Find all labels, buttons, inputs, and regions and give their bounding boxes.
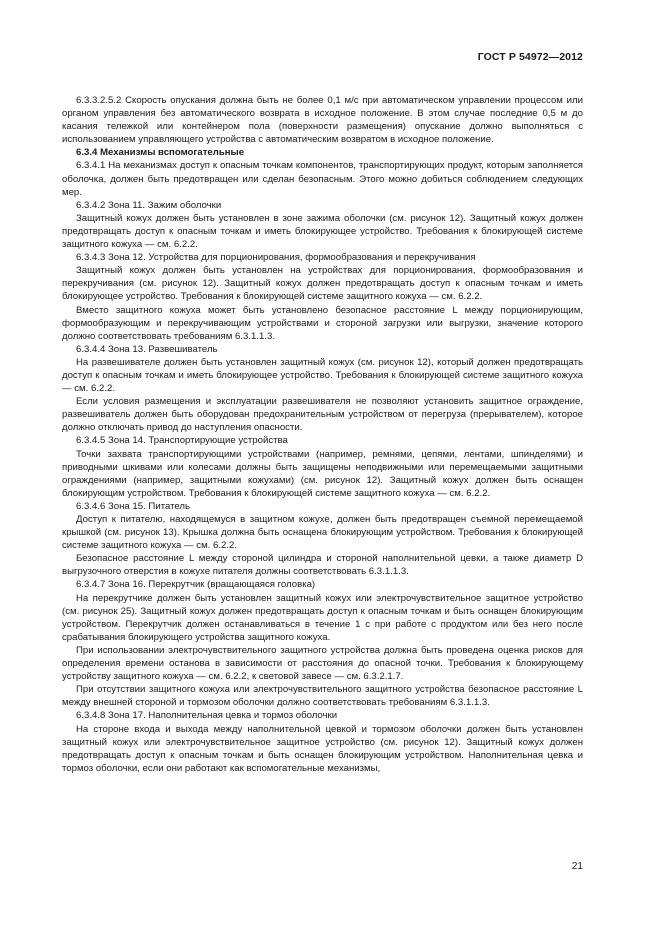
paragraph: На перекрутчике должен быть установлен защитный кожух или электрочувствительное защитное устройство (см. рисунок 25). Защитный кожух должен предотвращать доступ к опасным точкам и быть оснащен блокирующим устройством. Перекрутчик должен останавливаться в течение 1 с при работе с продуктом или без него после срабатывания блокирующего устройства защитного кожуха. bbox=[62, 592, 583, 643]
paragraph: При отсутствии защитного кожуха или электрочувствительного защитного устройства безопасное расстояние L между внешней стороной и тормозом оболочки должно соответствовать требованиям 6.3.1.1.3. bbox=[62, 684, 583, 709]
subsection-heading: 6.3.4.2 Зона 11. Зажим оболочки bbox=[76, 199, 222, 211]
paragraph: 6.3.3.2.5.2 Скорость опускания должна быть не более 0,1 м/с при автоматическом управлении процессом или органом управления без автоматического возврата в исходное положение. В этом случае последние 0,5 м до касания тележкой или контейнером пола (поверхности размещения) опускание должно выполняться с использованием управляющего устройства с автоматическим возвратом в исходное положение. bbox=[62, 95, 583, 146]
paragraph: На развешивателе должен быть установлен защитный кожух (см. рисунок 12), который должен предотвращать доступ к опасным точкам и иметь блокирующее устройство. Требования к блокирующей системе защитного кожуха — см. 6.2.2. bbox=[62, 356, 583, 395]
subsection-heading: 6.3.4.6 Зона 15. Питатель bbox=[76, 500, 191, 512]
paragraph: Защитный кожух должен быть установлен в зоне зажима оболочки (см. рисунок 12). Защитный кожух должен предотвращать доступ к опасным точкам и иметь блокирующее устройство. Требования к блокирующей системе защитного кожуха — см. 6.2.2. bbox=[62, 212, 583, 251]
paragraph: Вместо защитного кожуха может быть установлено безопасное расстояние L между порционирующим, формообразующим и перекручивающим устройствами и стороной загрузки или выгрузки, значение которого должно соответствовать требованиям 6.3.1.1.3. bbox=[62, 304, 583, 342]
subsection-heading: 6.3.4.4 Зона 13. Развешиватель bbox=[76, 343, 218, 355]
paragraph: Точки захвата транспортирующими устройствами (например, ремнями, цепями, лентами, шпинделями) и приводными шкивами или колесами должны быть защищены неподвижными или перемещаемыми защитными ограждениями (например, защитными кожухами) (см. рисунок 12). Защитный кожух должен быть оснащен блокирующим устройством. Требования к блокирующей системе защитного кожуха — см. 6.2.2. bbox=[62, 448, 583, 499]
body-text bbox=[62, 94, 583, 775]
document-header: ГОСТ Р 54972—2012 bbox=[477, 51, 583, 63]
paragraph: Если условия размещения и эксплуатации развешивателя не позволяют установить защитное ограждение, развешиватель должен быть оборудован предохранительным устройством от перегруза (прерывателем), которое должно отключать привод до наступления опасности. bbox=[62, 396, 583, 434]
subsection-heading: 6.3.4.7 Зона 16. Перекрутчик (вращающаяся головка) bbox=[76, 579, 316, 591]
paragraph: Доступ к питателю, находящемуся в защитном кожухе, должен быть предотвращен съемной перемещаемой крышкой (см. рисунок 13). Крышка должна быть оснащена блокирующим устройством. Требования к блокирующей системе защитного кожуха — см. 6.2.2. bbox=[62, 514, 583, 552]
page-number: 21 bbox=[571, 861, 583, 872]
subsection-heading: 6.3.4.5 Зона 14. Транспортирующие устройства bbox=[76, 435, 288, 447]
paragraph: Безопасное расстояние L между стороной цилиндра и стороной наполнительной цевки, а также диаметр D выгрузочного отверстия в кожухе питателя должны соответствовать 6.3.1.1.3. bbox=[62, 553, 583, 578]
subsection-heading: 6.3.4.8 Зона 17. Наполнительная цевка и тормоз оболочки bbox=[76, 710, 338, 722]
subsection-heading: 6.3.4.3 Зона 12. Устройства для порционирования, формообразования и перекручивания bbox=[76, 252, 476, 264]
paragraph: При использовании электрочувствительного защитного устройства должна быть проведена оценка рисков для определения времени останова в зависимости от расстояния до опасной точки. Требования к блокирующему устройству защитного кожуха — см. 6.2.2, к световой завесе — см. 6.3.2.1.7. bbox=[62, 644, 583, 683]
paragraph: Защитный кожух должен быть установлен на устройствах для порционирования, формообразования и перекручивания (см. рисунок 12). Защитный кожух должен предотвращать доступ к опасным точкам и иметь блокирующее устройство. Требования к блокирующей системе защитного кожуха — см. 6.2.2. bbox=[62, 265, 583, 303]
paragraph: 6.3.4.1 На механизмах доступ к опасным точкам компонентов, транспортирующих продукт, которым заполняется оболочка, должен быть предотвращен или сделан безопасным. Этого можно добиться соблюдением следующих мер. bbox=[62, 160, 583, 198]
paragraph: На стороне входа и выхода между наполнительной цевкой и тормозом оболочки должен быть установлен защитный кожух или электрочувствительное защитное устройство (см. рисунок 12). Защитный кожух должен предотвращать доступ к опасным точкам и быть оснащен блокирующим устройством. Наполнительная цевка и тормоз оболочки, если они работают как вспомогательные механизмы, bbox=[62, 723, 583, 774]
section-heading: 6.3.4 Механизмы вспомогательные bbox=[76, 147, 245, 159]
